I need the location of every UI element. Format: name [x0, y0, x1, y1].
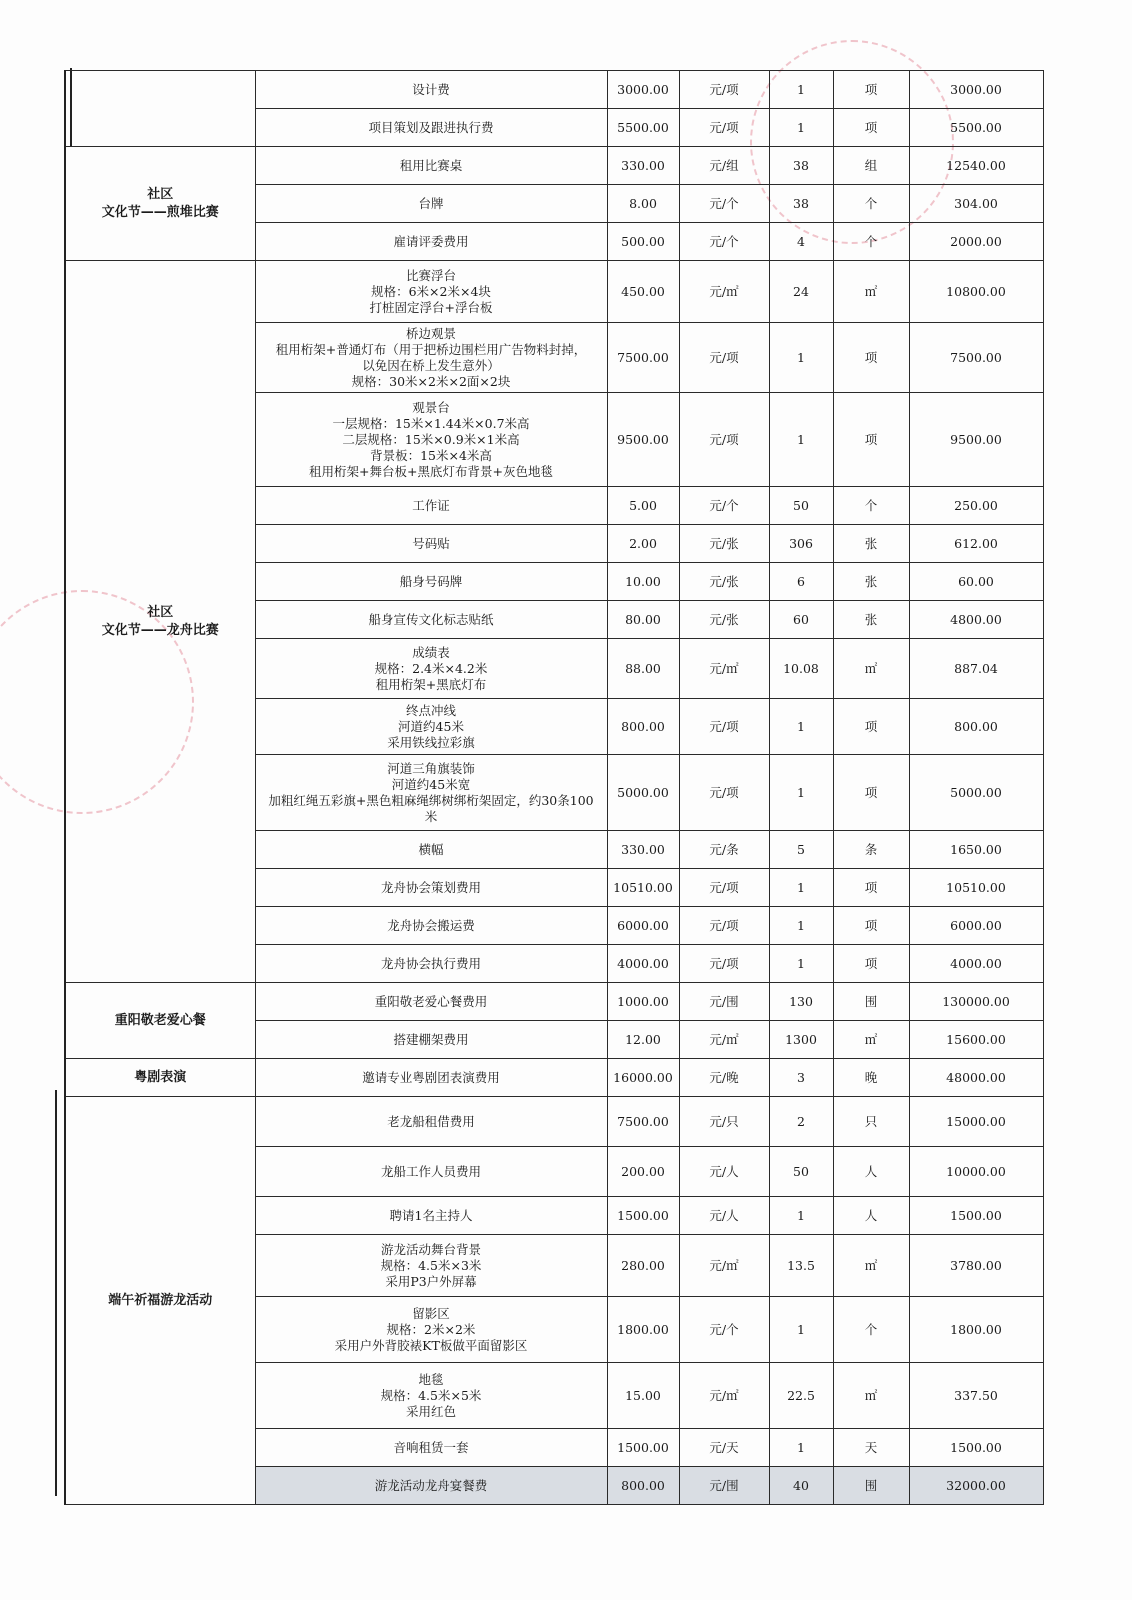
item-line: 重阳敬老爱心餐费用 — [374, 993, 488, 1009]
unit-cell: ㎡ — [833, 1235, 909, 1297]
total-cell: 130000.00 — [909, 983, 1043, 1021]
price-cell: 1000.00 — [607, 983, 679, 1021]
total-cell: 10800.00 — [909, 261, 1043, 323]
unit-price-cell: 元/个 — [679, 1297, 769, 1363]
price-cell: 1500.00 — [607, 1197, 679, 1235]
unit-price-cell: 元/晚 — [679, 1059, 769, 1097]
item-cell — [255, 1235, 607, 1297]
qty-cell: 6 — [769, 563, 833, 601]
unit-cell: 个 — [833, 1297, 909, 1363]
total-cell: 2000.00 — [909, 223, 1043, 261]
item-cell — [255, 1097, 607, 1147]
budget-table — [64, 70, 1044, 1505]
qty-cell: 1 — [769, 699, 833, 755]
total-cell: 32000.00 — [909, 1467, 1043, 1505]
item-cell — [255, 983, 607, 1021]
price-cell: 800.00 — [607, 1467, 679, 1505]
unit-cell: ㎡ — [833, 261, 909, 323]
item-line: 租用桁架+舞台板+黑底灯布背景+灰色地毯 — [309, 463, 553, 479]
item-line: 地毯 — [418, 1371, 444, 1387]
item-line: 终点冲线 — [405, 702, 456, 718]
qty-cell: 1 — [769, 755, 833, 831]
qty-cell: 50 — [769, 1147, 833, 1197]
item-line: 搭建棚架费用 — [393, 1031, 469, 1047]
qty-cell: 24 — [769, 261, 833, 323]
price-cell: 88.00 — [607, 639, 679, 699]
item-cell — [255, 393, 607, 487]
price-cell: 6000.00 — [607, 907, 679, 945]
item-cell — [255, 869, 607, 907]
total-cell: 800.00 — [909, 699, 1043, 755]
total-cell: 6000.00 — [909, 907, 1043, 945]
total-cell: 15600.00 — [909, 1021, 1043, 1059]
unit-cell: 围 — [833, 983, 909, 1021]
price-cell: 280.00 — [607, 1235, 679, 1297]
item-line: 音响租赁一套 — [393, 1439, 469, 1455]
category-cell — [65, 71, 255, 147]
item-cell — [255, 487, 607, 525]
item-cell — [255, 699, 607, 755]
price-cell: 1500.00 — [607, 1429, 679, 1467]
item-line: 成绩表 — [412, 644, 450, 660]
unit-cell: 项 — [833, 109, 909, 147]
unit-price-cell: 元/只 — [679, 1097, 769, 1147]
qty-cell: 40 — [769, 1467, 833, 1505]
qty-cell: 1 — [769, 323, 833, 393]
qty-cell: 1 — [769, 907, 833, 945]
item-line: 观景台 — [412, 399, 450, 415]
unit-price-cell: 元/㎡ — [679, 1363, 769, 1429]
unit-cell: 项 — [833, 907, 909, 945]
unit-price-cell: 元/㎡ — [679, 639, 769, 699]
item-cell — [255, 185, 607, 223]
price-cell: 80.00 — [607, 601, 679, 639]
price-cell: 330.00 — [607, 831, 679, 869]
item-line: 游龙活动龙舟宴餐费 — [374, 1477, 488, 1493]
item-line: 河道约45米 — [398, 718, 464, 734]
total-cell: 4000.00 — [909, 945, 1043, 983]
qty-cell: 1 — [769, 109, 833, 147]
total-cell: 337.50 — [909, 1363, 1043, 1429]
price-cell: 800.00 — [607, 699, 679, 755]
item-line: 规格：30米×2米×2面×2块 — [351, 373, 511, 389]
item-line: 规格：2.4米×4.2米 — [374, 660, 488, 676]
price-cell: 10.00 — [607, 563, 679, 601]
qty-cell: 1 — [769, 1197, 833, 1235]
item-line: 河道约45米宽 — [391, 776, 471, 792]
item-line: 打桩固定浮台+浮台板 — [369, 299, 493, 315]
item-line: 龙船工作人员费用 — [380, 1163, 481, 1179]
category-label: 端午祈福游龙活动 — [108, 1292, 213, 1308]
unit-cell: 组 — [833, 147, 909, 185]
qty-cell: 60 — [769, 601, 833, 639]
total-cell: 9500.00 — [909, 393, 1043, 487]
item-cell — [255, 261, 607, 323]
total-cell: 250.00 — [909, 487, 1043, 525]
item-cell — [255, 601, 607, 639]
item-line: 邀请专业粤剧团表演费用 — [362, 1069, 500, 1085]
unit-price-cell: 元/㎡ — [679, 261, 769, 323]
unit-price-cell: 元/张 — [679, 525, 769, 563]
item-cell — [255, 1059, 607, 1097]
unit-cell: 项 — [833, 945, 909, 983]
left-border-line — [55, 1090, 57, 1496]
item-cell — [255, 1021, 607, 1059]
item-cell — [255, 323, 607, 393]
price-cell: 15.00 — [607, 1363, 679, 1429]
total-cell: 1650.00 — [909, 831, 1043, 869]
item-cell — [255, 1467, 607, 1505]
price-cell: 9500.00 — [607, 393, 679, 487]
item-line: 采用铁线拉彩旗 — [387, 734, 475, 750]
unit-price-cell: 元/项 — [679, 393, 769, 487]
unit-cell: 张 — [833, 601, 909, 639]
qty-cell: 1 — [769, 1297, 833, 1363]
price-cell: 3000.00 — [607, 71, 679, 109]
item-line: 采用户外背胶裱KT板做平面留影区 — [334, 1337, 528, 1353]
unit-cell: 个 — [833, 185, 909, 223]
unit-cell: 人 — [833, 1197, 909, 1235]
item-line: 龙舟协会策划费用 — [380, 879, 481, 895]
item-line: 桥边观景 — [405, 325, 456, 341]
item-cell — [255, 1297, 607, 1363]
unit-price-cell: 元/张 — [679, 563, 769, 601]
unit-price-cell: 元/人 — [679, 1147, 769, 1197]
item-line: 号码贴 — [412, 535, 450, 551]
price-cell: 500.00 — [607, 223, 679, 261]
unit-price-cell: 元/㎡ — [679, 1021, 769, 1059]
unit-cell: 项 — [833, 869, 909, 907]
item-cell — [255, 1363, 607, 1429]
qty-cell: 5 — [769, 831, 833, 869]
item-cell — [255, 1197, 607, 1235]
qty-cell: 1 — [769, 869, 833, 907]
total-cell: 3780.00 — [909, 1235, 1043, 1297]
item-cell — [255, 1147, 607, 1197]
total-cell: 612.00 — [909, 525, 1043, 563]
qty-cell: 306 — [769, 525, 833, 563]
unit-cell: 个 — [833, 223, 909, 261]
unit-price-cell: 元/项 — [679, 323, 769, 393]
unit-price-cell: 元/项 — [679, 945, 769, 983]
item-line: 龙舟协会执行费用 — [380, 955, 481, 971]
item-line: 采用P3户外屏幕 — [385, 1273, 477, 1289]
unit-price-cell: 元/组 — [679, 147, 769, 185]
category-label: 社区 — [147, 604, 174, 620]
price-cell: 450.00 — [607, 261, 679, 323]
price-cell: 7500.00 — [607, 323, 679, 393]
item-cell — [255, 755, 607, 831]
total-cell: 48000.00 — [909, 1059, 1043, 1097]
item-line: 租用桁架+黑底灯布 — [375, 676, 487, 692]
category-cell — [65, 147, 255, 261]
qty-cell: 10.08 — [769, 639, 833, 699]
unit-cell: 晚 — [833, 1059, 909, 1097]
item-line: 河道三角旗装饰 — [387, 760, 475, 776]
unit-cell: 项 — [833, 323, 909, 393]
category-label: 重阳敬老爱心餐 — [114, 1012, 206, 1028]
unit-price-cell: 元/项 — [679, 755, 769, 831]
total-cell: 60.00 — [909, 563, 1043, 601]
price-cell: 8.00 — [607, 185, 679, 223]
item-line: 背景板：15米×4米高 — [370, 447, 492, 463]
price-cell: 2.00 — [607, 525, 679, 563]
unit-cell: 只 — [833, 1097, 909, 1147]
unit-price-cell: 元/张 — [679, 601, 769, 639]
price-cell: 10510.00 — [607, 869, 679, 907]
unit-price-cell: 元/围 — [679, 1467, 769, 1505]
unit-cell: 条 — [833, 831, 909, 869]
unit-cell: 人 — [833, 1147, 909, 1197]
category-cell — [65, 983, 255, 1059]
item-line: 项目策划及跟进执行费 — [368, 119, 494, 135]
item-cell — [255, 907, 607, 945]
total-cell: 15000.00 — [909, 1097, 1043, 1147]
qty-cell: 4 — [769, 223, 833, 261]
unit-cell: 张 — [833, 525, 909, 563]
unit-cell: ㎡ — [833, 639, 909, 699]
qty-cell: 1 — [769, 1429, 833, 1467]
unit-cell: 天 — [833, 1429, 909, 1467]
item-line: 龙舟协会搬运费 — [387, 917, 475, 933]
item-line: 工作证 — [412, 497, 450, 513]
total-cell: 3000.00 — [909, 71, 1043, 109]
item-line: 横幅 — [418, 841, 444, 857]
qty-cell: 3 — [769, 1059, 833, 1097]
unit-cell: 围 — [833, 1467, 909, 1505]
item-cell — [255, 945, 607, 983]
unit-price-cell: 元/个 — [679, 487, 769, 525]
item-cell — [255, 525, 607, 563]
total-cell: 5000.00 — [909, 755, 1043, 831]
unit-cell: 张 — [833, 563, 909, 601]
item-cell — [255, 147, 607, 185]
item-line: 比赛浮台 — [405, 267, 456, 283]
price-cell: 16000.00 — [607, 1059, 679, 1097]
total-cell: 1800.00 — [909, 1297, 1043, 1363]
category-cell — [65, 261, 255, 983]
item-line: 游龙活动舞台背景 — [380, 1241, 481, 1257]
item-line: 采用红色 — [405, 1403, 456, 1419]
item-line: 规格：4.5米×5米 — [380, 1387, 482, 1403]
item-line: 米 — [424, 808, 438, 824]
table-row — [65, 147, 1043, 185]
item-line: 规格：4.5米×3米 — [380, 1257, 482, 1273]
category-label: 文化节——龙舟比赛 — [101, 622, 219, 638]
price-cell: 12.00 — [607, 1021, 679, 1059]
unit-price-cell: 元/个 — [679, 223, 769, 261]
unit-cell: ㎡ — [833, 1363, 909, 1429]
price-cell: 5.00 — [607, 487, 679, 525]
price-cell: 7500.00 — [607, 1097, 679, 1147]
unit-price-cell: 元/项 — [679, 109, 769, 147]
item-line: 雇请评委费用 — [393, 233, 469, 249]
item-line: 老龙船租借费用 — [387, 1113, 475, 1129]
table-row — [65, 1097, 1043, 1147]
item-cell — [255, 563, 607, 601]
qty-cell: 50 — [769, 487, 833, 525]
category-cell — [65, 1059, 255, 1097]
item-line: 一层规格：15米×1.44米×0.7米高 — [332, 415, 530, 431]
category-label: 文化节——煎堆比赛 — [101, 204, 219, 220]
qty-cell: 1300 — [769, 1021, 833, 1059]
qty-cell: 1 — [769, 393, 833, 487]
item-line: 二层规格：15米×0.9米×1米高 — [342, 431, 520, 447]
price-cell: 330.00 — [607, 147, 679, 185]
item-line: 留影区 — [412, 1305, 450, 1321]
unit-cell: 项 — [833, 71, 909, 109]
qty-cell: 22.5 — [769, 1363, 833, 1429]
unit-price-cell: 元/项 — [679, 699, 769, 755]
qty-cell: 38 — [769, 147, 833, 185]
price-cell: 4000.00 — [607, 945, 679, 983]
item-cell — [255, 831, 607, 869]
unit-price-cell: 元/围 — [679, 983, 769, 1021]
total-cell: 304.00 — [909, 185, 1043, 223]
table-row — [65, 71, 1043, 109]
item-cell — [255, 109, 607, 147]
unit-price-cell: 元/项 — [679, 71, 769, 109]
item-line: 租用桁架+普通灯布（用于把桥边围栏用广告物料封掉， — [275, 341, 587, 357]
unit-price-cell: 元/人 — [679, 1197, 769, 1235]
item-line: 以免因在桥上发生意外） — [362, 357, 500, 373]
item-line: 加粗红绳五彩旗+黑色粗麻绳绑树绑桁架固定，约30条100 — [268, 792, 594, 808]
total-cell: 10000.00 — [909, 1147, 1043, 1197]
price-cell: 200.00 — [607, 1147, 679, 1197]
item-line: 台牌 — [418, 195, 444, 211]
category-label: 粤剧表演 — [134, 1069, 187, 1085]
unit-cell: ㎡ — [833, 1021, 909, 1059]
unit-price-cell: 元/条 — [679, 831, 769, 869]
price-cell: 5500.00 — [607, 109, 679, 147]
price-cell: 5000.00 — [607, 755, 679, 831]
table-row — [65, 261, 1043, 323]
unit-price-cell: 元/项 — [679, 869, 769, 907]
total-cell: 1500.00 — [909, 1429, 1043, 1467]
category-cell — [65, 1097, 255, 1505]
item-line: 租用比赛桌 — [399, 157, 463, 173]
item-line: 船身宣传文化标志贴纸 — [368, 611, 494, 627]
item-cell — [255, 1429, 607, 1467]
total-cell: 887.04 — [909, 639, 1043, 699]
qty-cell: 130 — [769, 983, 833, 1021]
unit-cell: 项 — [833, 393, 909, 487]
unit-price-cell: 元/个 — [679, 185, 769, 223]
item-cell — [255, 223, 607, 261]
unit-price-cell: 元/㎡ — [679, 1235, 769, 1297]
total-cell: 7500.00 — [909, 323, 1043, 393]
item-line: 规格：6米×2米×4块 — [371, 283, 491, 299]
item-line: 聘请1名主持人 — [389, 1207, 473, 1223]
item-cell — [255, 71, 607, 109]
unit-cell: 项 — [833, 699, 909, 755]
total-cell: 4800.00 — [909, 601, 1043, 639]
total-cell: 5500.00 — [909, 109, 1043, 147]
item-line: 设计费 — [412, 81, 450, 97]
unit-cell: 个 — [833, 487, 909, 525]
qty-cell: 2 — [769, 1097, 833, 1147]
table-row — [65, 1059, 1043, 1097]
unit-cell: 项 — [833, 755, 909, 831]
item-line: 船身号码牌 — [399, 573, 463, 589]
qty-cell: 1 — [769, 945, 833, 983]
price-cell: 1800.00 — [607, 1297, 679, 1363]
unit-price-cell: 元/天 — [679, 1429, 769, 1467]
qty-cell: 13.5 — [769, 1235, 833, 1297]
table-row — [65, 983, 1043, 1021]
item-cell — [255, 639, 607, 699]
total-cell: 10510.00 — [909, 869, 1043, 907]
qty-cell: 38 — [769, 185, 833, 223]
total-cell: 1500.00 — [909, 1197, 1043, 1235]
total-cell: 12540.00 — [909, 147, 1043, 185]
unit-price-cell: 元/项 — [679, 907, 769, 945]
qty-cell: 1 — [769, 71, 833, 109]
item-line: 规格：2米×2米 — [386, 1321, 476, 1337]
category-label: 社区 — [147, 186, 174, 202]
